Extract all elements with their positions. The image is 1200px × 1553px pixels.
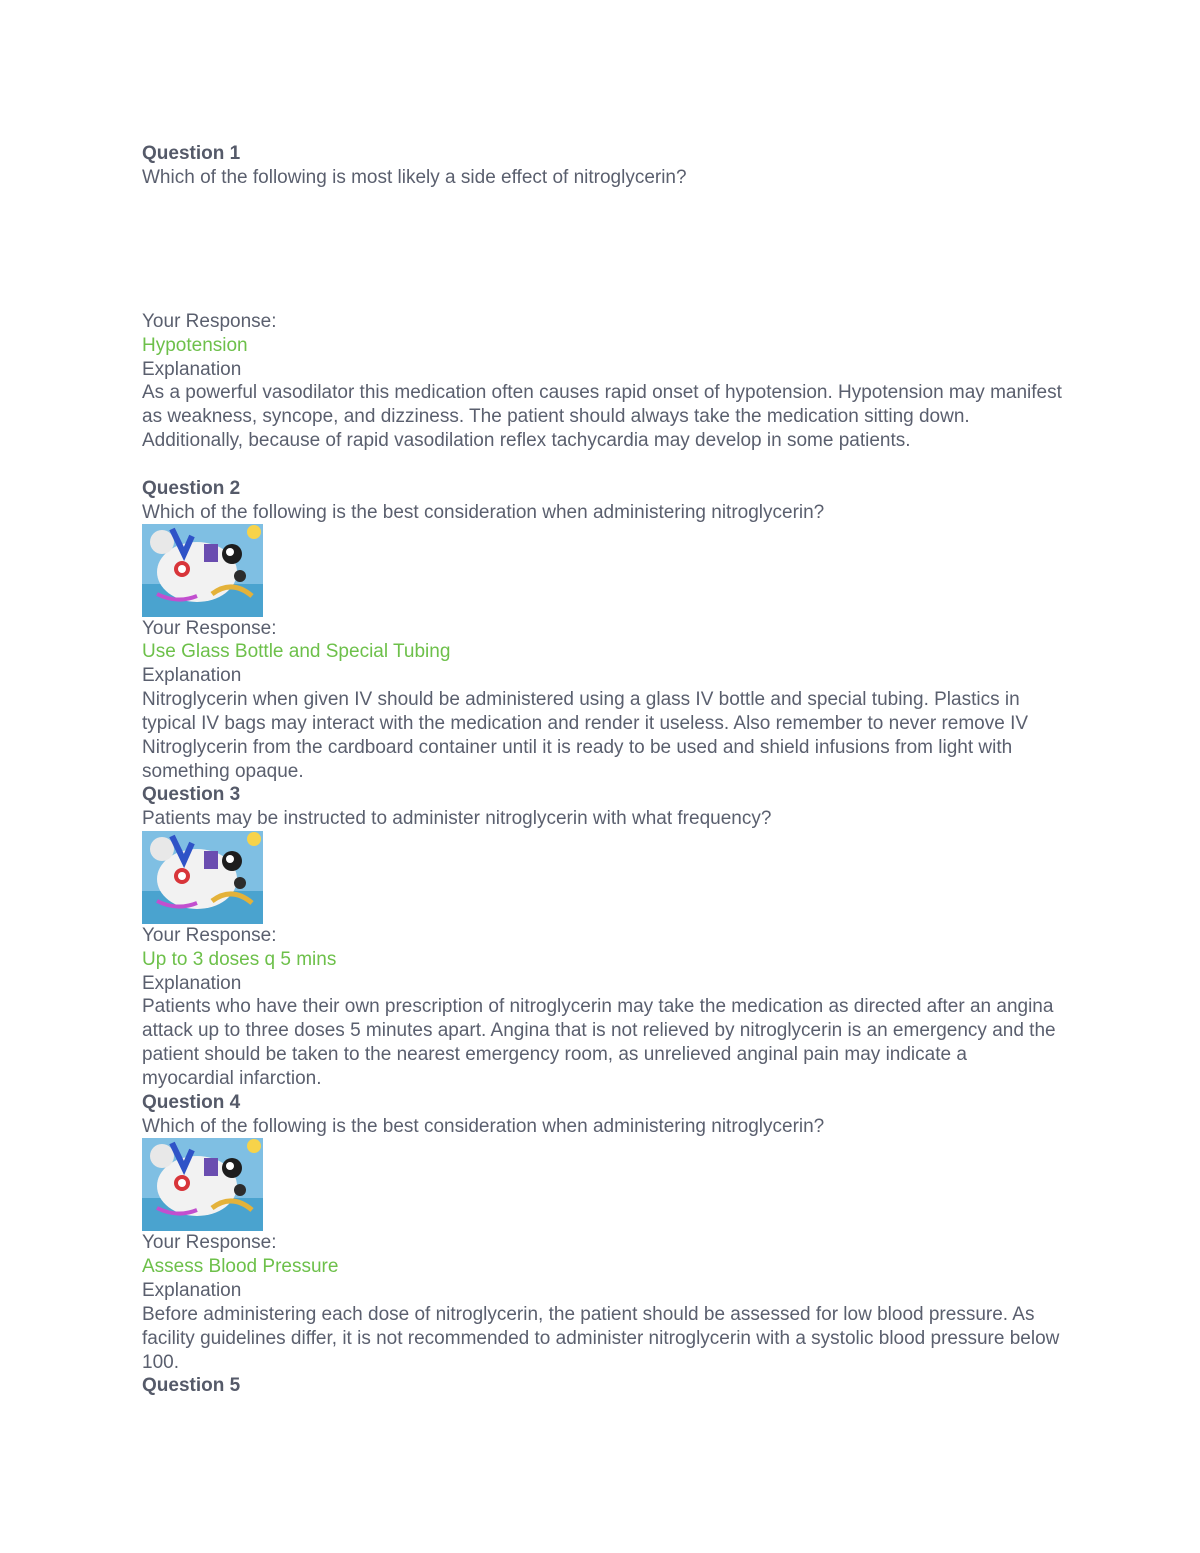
question-1-prompt: Which of the following is most likely a side effect of nitroglycerin? [142, 167, 687, 188]
question-2-response-label: Your Response: [142, 618, 277, 639]
question-2-explanation: Nitroglycerin when given IV should be administered using a glass IV bottle and special tubing. Plastics in typical IV bags may interact with the medication and render it useless. Also remember to never remove IV Nitroglycerin from the cardboard container until it is ready to be used and shield infusions from light with something opaque. [142, 689, 1029, 782]
question-1-title: Question 1 [142, 143, 241, 164]
question-3-response-label: Your Response: [142, 925, 277, 946]
question-4-explanation-label: Explanation [142, 1280, 242, 1301]
cartoon-illustration-icon [142, 831, 263, 924]
question-4-title: Question 4 [142, 1092, 241, 1113]
question-4-response-label: Your Response: [142, 1232, 277, 1253]
question-2-explanation-label: Explanation [142, 665, 242, 686]
question-3-explanation-label: Explanation [142, 973, 242, 994]
cartoon-illustration-icon [142, 524, 263, 617]
question-3-response: Up to 3 doses q 5 mins [142, 949, 337, 970]
question-1-response-label: Your Response: [142, 311, 277, 332]
question-5-title: Question 5 [142, 1375, 241, 1396]
question-1-response: Hypotension [142, 335, 248, 356]
question-2-title: Question 2 [142, 478, 241, 499]
question-3-explanation: Patients who have their own prescription of nitroglycerin may take the medication as directed after an angina attack up to three doses 5 minutes apart. Angina that is not relieved by nitroglycerin is an emergency and the patient should be taken to the nearest emergency room, as unrelieved anginal pain may indicate a myocardial infarction. [142, 996, 1056, 1089]
question-2-response: Use Glass Bottle and Special Tubing [142, 641, 451, 662]
question-1-explanation: As a powerful vasodilator this medication often causes rapid onset of hypotension. Hypotension may manifest as weakness, syncope, and dizziness. The patient should always take the medication sitting down. Additionally, because of rapid vasodilation reflex tachycardia may develop in some patients. [142, 382, 1062, 451]
question-3-title: Question 3 [142, 784, 241, 805]
question-4-response: Assess Blood Pressure [142, 1256, 339, 1277]
question-4-prompt: Which of the following is the best consideration when administering nitroglycerin? [142, 1116, 825, 1137]
question-4-explanation: Before administering each dose of nitroglycerin, the patient should be assessed for low blood pressure. As facility guidelines differ, it is not recommended to administer nitroglycerin with a systolic blood pressure below 100. [142, 1304, 1060, 1373]
question-1-explanation-label: Explanation [142, 359, 242, 380]
question-3-prompt: Patients may be instructed to administer nitroglycerin with what frequency? [142, 808, 772, 829]
question-2-prompt: Which of the following is the best consideration when administering nitroglycerin? [142, 502, 825, 523]
question-2-illustration [142, 524, 263, 617]
question-4-illustration [142, 1138, 263, 1231]
question-3-illustration [142, 831, 263, 924]
cartoon-illustration-icon [142, 1138, 263, 1231]
